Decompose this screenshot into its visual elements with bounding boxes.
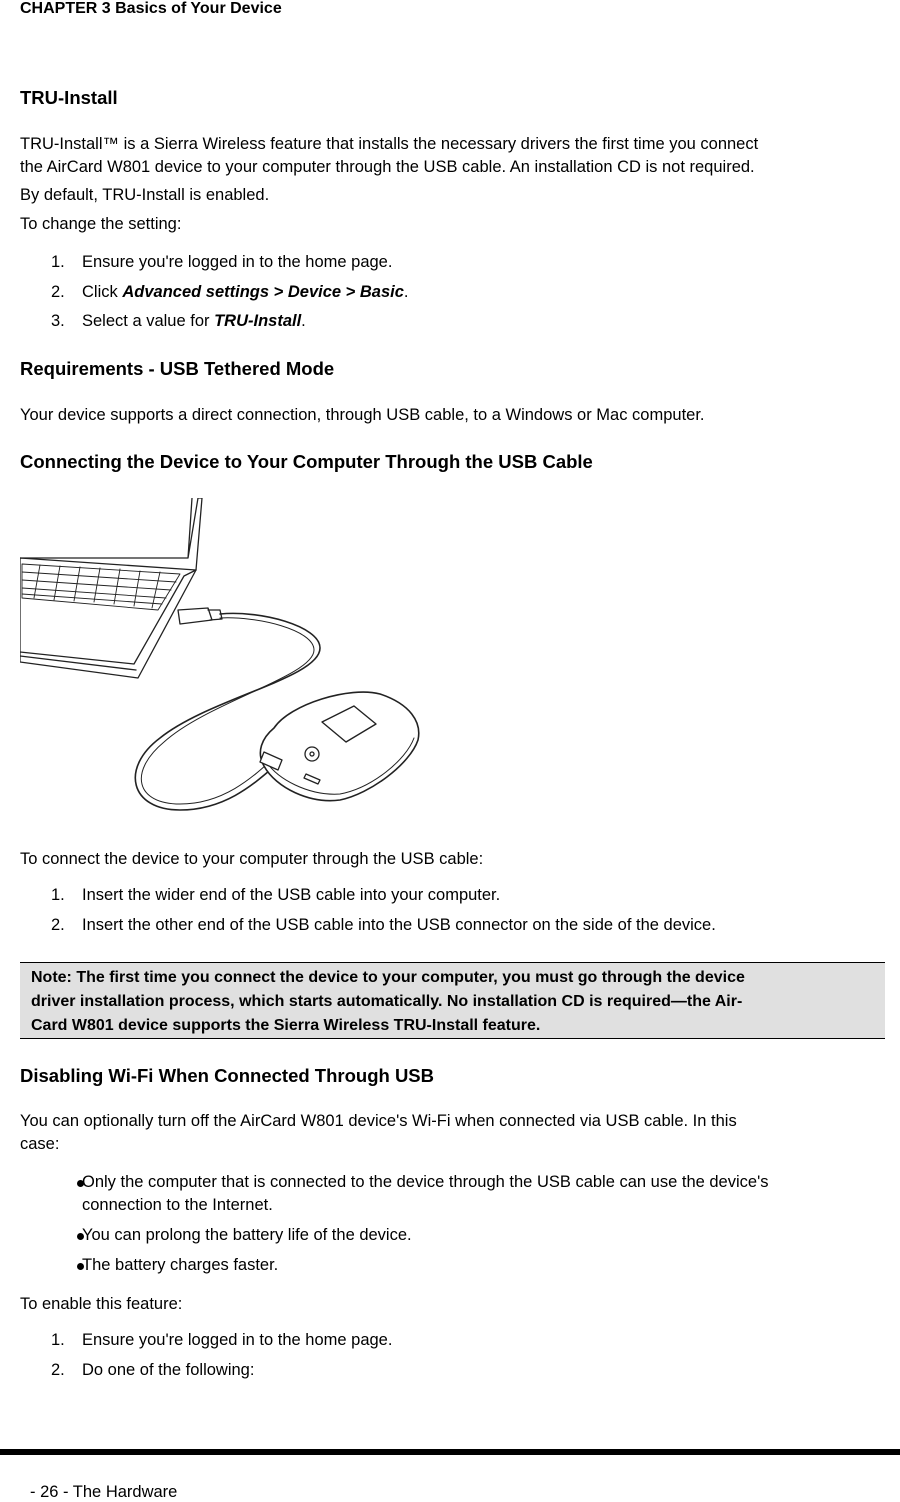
step-suffix: .: [403, 283, 409, 301]
page-footer: - 26 - The Hardware: [30, 1483, 178, 1501]
step-number: 2.: [51, 283, 65, 301]
step-number: 2.: [51, 1361, 65, 1379]
bullet-text: You can prolong the battery life of the device.: [82, 1226, 412, 1244]
step-number: 1.: [51, 253, 65, 271]
step-text: Ensure you're logged in to the home page.: [82, 253, 393, 271]
step-text: Insert the wider end of the USB cable into your computer.: [82, 886, 501, 904]
requirements-para: Your device supports a direct connection, through USB cable, to a Windows or Mac computer.: [20, 406, 705, 424]
bullet-item-1: [51, 1171, 881, 1217]
disabling-para-line1: You can optionally turn off the AirCard W801 device's Wi-Fi when connected via USB cable. In this: [20, 1112, 737, 1130]
note-line-3: Card W801 device supports the Sierra Wireless TRU-Install feature.: [31, 1017, 541, 1034]
tru-install-para-line2: the AirCard W801 device to your computer through the USB cable. An installation CD is not required.: [20, 158, 755, 176]
step-prefix: Select a value for: [82, 312, 215, 330]
tru-install-heading: TRU-Install: [20, 87, 118, 108]
tru-install-para-line1: TRU-Install™ is a Sierra Wireless feature that installs the necessary drivers the first time you connect: [20, 135, 759, 153]
step-text: [82, 281, 882, 304]
connect-intro: To connect the device to your computer through the USB cable:: [20, 850, 484, 868]
enable-intro: To enable this feature:: [20, 1295, 183, 1313]
tru-install-change-intro: To change the setting:: [20, 215, 182, 233]
step-text: Insert the other end of the USB cable into the USB connector on the side of the device.: [82, 916, 716, 934]
tru-install-default-para: By default, TRU-Install is enabled.: [20, 186, 270, 204]
step-text: Do one of the following:: [82, 1361, 255, 1379]
disabling-para-line2: case:: [20, 1135, 60, 1153]
disabling-wifi-heading: Disabling Wi-Fi When Connected Through USB: [20, 1065, 435, 1086]
bullet-text-line2: connection to the Internet.: [82, 1196, 273, 1214]
footer-rule: [0, 1449, 900, 1455]
setting-name: TRU-Install: [214, 312, 302, 330]
chapter-header: CHAPTER 3 Basics of Your Device: [20, 0, 282, 17]
connecting-heading: Connecting the Device to Your Computer Through the USB Cable: [20, 451, 593, 472]
note-box: [20, 962, 885, 1039]
requirements-heading: Requirements - USB Tethered Mode: [20, 358, 335, 379]
usb-connection-illustration: [20, 498, 440, 818]
step-suffix: .: [301, 312, 306, 330]
bullet-text: The battery charges faster.: [82, 1256, 279, 1274]
step-number: 1.: [51, 886, 65, 904]
note-line-1: Note: The first time you connect the device to your computer, you must go through the device: [31, 969, 745, 986]
step-prefix: Click: [82, 283, 123, 301]
step-number: 1.: [51, 1331, 65, 1349]
step-text: [82, 310, 882, 333]
menu-path: Advanced settings > Device > Basic: [122, 283, 404, 301]
note-line-2: driver installation process, which starts automatically. No installation CD is required—the Air-: [31, 993, 743, 1010]
bullet-text-line1: Only the computer that is connected to the device through the USB cable can use the device's: [82, 1173, 769, 1191]
step-number: 3.: [51, 312, 65, 330]
step-text: Ensure you're logged in to the home page.: [82, 1331, 393, 1349]
step-number: 2.: [51, 916, 65, 934]
